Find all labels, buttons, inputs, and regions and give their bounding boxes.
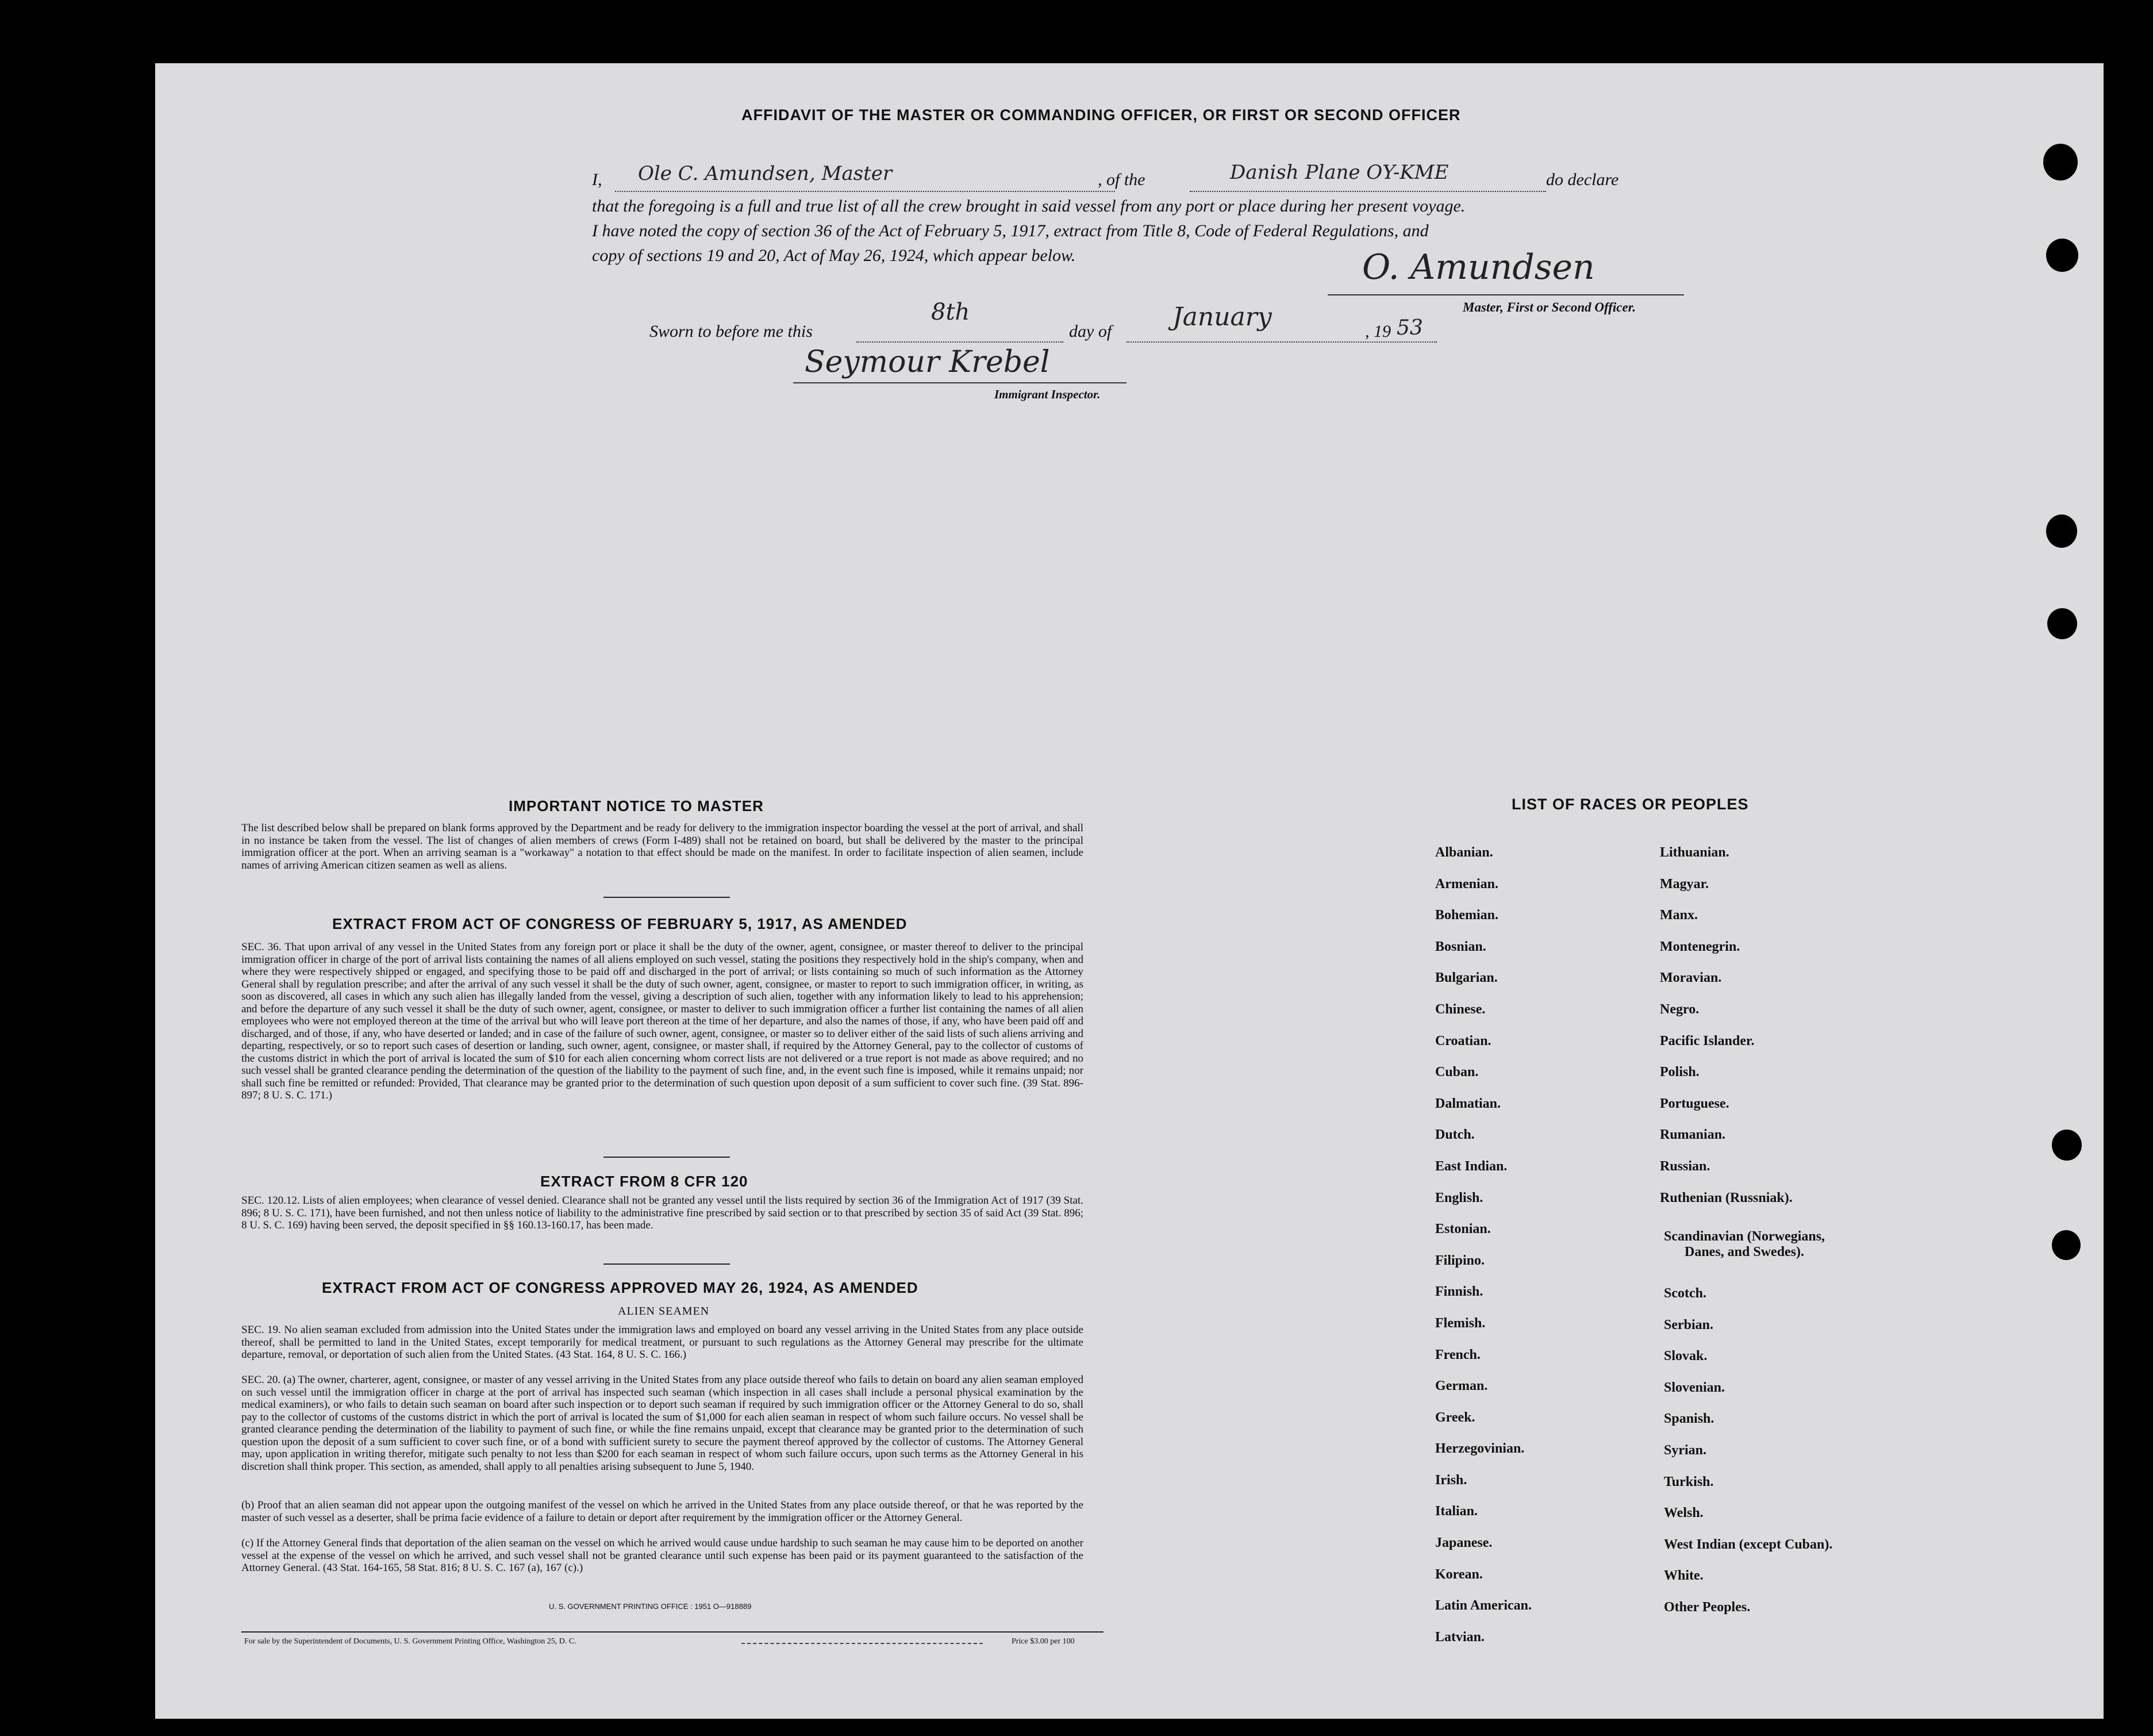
month-value: January bbox=[1172, 302, 1272, 332]
race-item: Estonian. bbox=[1435, 1222, 1491, 1237]
master-signature: O. Amundsen bbox=[1362, 247, 1595, 287]
extract-1917-title: EXTRACT FROM ACT OF CONGRESS OF FEBRUARY 5, 1917, AS AMENDED bbox=[332, 915, 908, 932]
race-item: Scotch. bbox=[1664, 1286, 1706, 1301]
race-item: Rumanian. bbox=[1660, 1127, 1726, 1143]
master-caption: Master, First or Second Officer. bbox=[1463, 300, 1636, 314]
race-item: Syrian. bbox=[1664, 1442, 1707, 1458]
race-item: Lithuanian. bbox=[1660, 845, 1729, 860]
race-item: Croatian. bbox=[1435, 1033, 1491, 1048]
affidavit-title: AFFIDAVIT OF THE MASTER OR COMMANDING OFFICER, OR FIRST OR SECOND OFFICER bbox=[741, 106, 1461, 124]
footer-sale: For sale by the Superintendent of Documents, U. S. Government Printing Office, Washington 25, D. C. bbox=[244, 1637, 576, 1646]
races-title: LIST OF RACES OR PEOPLES bbox=[1512, 796, 1749, 813]
race-item: Manx. bbox=[1660, 908, 1698, 923]
sec19-text: SEC. 19. No alien seaman excluded from admission into the United States under the immigration laws and employed on board any vessel arriving in the United States from any place outside thereof, shall be permitted to land in the United States, except temporarily for medical treatment, or pursuant to such regulations as the Attorney General may prescribe for the ultimate departure, removal, or deportation of such alien from the United States. (43 Stat. 164, 8 U. S. C. 166.) bbox=[241, 1324, 1083, 1361]
race-item: Moravian. bbox=[1660, 970, 1722, 986]
race-item: Finnish. bbox=[1435, 1284, 1483, 1300]
pronoun-i: I, bbox=[592, 170, 602, 189]
day-line bbox=[856, 341, 1063, 343]
race-item: Cuban. bbox=[1435, 1065, 1479, 1080]
affidavit-line4: copy of sections 19 and 20, Act of May 26, 1924, which appear below. bbox=[592, 246, 1076, 265]
affidavit-line1 bbox=[592, 161, 1696, 193]
race-item: Magyar. bbox=[1660, 876, 1709, 892]
gpo-imprint: U. S. GOVERNMENT PRINTING OFFICE : 1951 O—918889 bbox=[549, 1602, 752, 1611]
race-item: West Indian (except Cuban). bbox=[1664, 1537, 1833, 1552]
race-item: English. bbox=[1435, 1190, 1483, 1205]
inspector-caption: Immigrant Inspector. bbox=[994, 387, 1101, 401]
extract-1917-text: SEC. 36. That upon arrival of any vessel in the United States from any foreign port or place it shall be the duty of the owner, agent, consignee, or master thereof to deliver to the principal immigration officer in charge of the port of arrival lists containing the names of all aliens employed on such vessel, stating the positions they respectively hold in the ship's company, when and where they were respectively shipped or engaged, and specifying those to be paid off and discharged in the port of arrival; or lists containing so much of such information as the Attorney General shall by regulation prescribe; and after the arrival of any such vessel it shall be the duty of such owner, agent, consignee, or master to report to such immigration officer, in writing, as soon as discovered, all cases in which any such alien has illegally landed from the vessel, giving a description of such alien, together with any information likely to lead to his apprehension; and before the departure of any such vessel it shall be the duty of such owner, agent, consignee, or master to deliver to such immigration officer a further list containing the names of all alien employees who were not employed thereon at the time of the arrival but who will leave port thereon at the time of her departure, and also the names of those, if any, who have been paid off and discharged, and of those, if any, who have deserted or landed; and in case of the failure of such owner, agent, consignee, or master so to deliver either of the said lists of such aliens arriving and departing, respectively, or so to report such cases of desertion or landing, such owner, agent, consignee, or master shall, if required by the Attorney General, pay to the collector of customs of the customs district in which the port of arrival is located the sum of $10 for each alien concerning whom correct lists are not delivered or a true report is not made as above required; and no such vessel shall be granted clearance pending the determination of the question of the liability to the payment of such fine, and, in the event such fine is imposed, while it remains unpaid; nor shall such fine be remitted or refunded: Provided, That clearance may be granted prior to the determination of such question upon deposit of a sum sufficient to cover such fine. (39 Stat. 896-897; 8 U. S. C. 171.) bbox=[241, 941, 1083, 1101]
master-name-line bbox=[615, 191, 1115, 192]
race-item: Slovak. bbox=[1664, 1349, 1708, 1364]
punch-hole bbox=[2052, 1230, 2081, 1260]
divider bbox=[603, 1263, 730, 1265]
sworn-line bbox=[649, 299, 1454, 347]
sworn-label: Sworn to before me this bbox=[649, 322, 813, 341]
race-item: Slovenian. bbox=[1664, 1380, 1725, 1395]
race-item: Portuguese. bbox=[1660, 1096, 1729, 1111]
race-item: Latvian. bbox=[1435, 1629, 1485, 1645]
affidavit-line2: that the foregoing is a full and true list of all the crew brought in said vessel from any port or place during her present voyage. bbox=[592, 197, 1466, 216]
race-item: Montenegrin. bbox=[1660, 939, 1740, 954]
race-item: Albanian. bbox=[1435, 845, 1493, 860]
race-item: Welsh. bbox=[1664, 1505, 1704, 1521]
race-item: Other Peoples. bbox=[1664, 1599, 1751, 1615]
race-item: Russian. bbox=[1660, 1158, 1710, 1174]
month-line bbox=[1127, 341, 1437, 343]
punch-hole bbox=[2043, 144, 2078, 180]
race-item: Bulgarian. bbox=[1435, 970, 1498, 986]
divider bbox=[603, 897, 730, 898]
race-item: Ruthenian (Russniak). bbox=[1660, 1190, 1793, 1205]
punch-hole bbox=[2046, 239, 2078, 272]
footer-price: Price $3.00 per 100 bbox=[1012, 1637, 1075, 1646]
divider bbox=[603, 1157, 730, 1158]
punch-hole bbox=[2047, 608, 2077, 639]
race-item: Chinese. bbox=[1435, 1001, 1486, 1017]
race-item: German. bbox=[1435, 1378, 1488, 1394]
affidavit-line3: I have noted the copy of section 36 of the Act of February 5, 1917, extract from Title 8, Code of Federal Regulations, and bbox=[592, 221, 1429, 240]
vessel-name: Danish Plane OY-KME bbox=[1230, 161, 1449, 184]
vessel-name-line bbox=[1190, 191, 1546, 192]
day-of-label: day of bbox=[1069, 322, 1112, 341]
race-item: Negro. bbox=[1660, 1001, 1700, 1017]
race-item: Pacific Islander. bbox=[1660, 1033, 1755, 1048]
races-left-column bbox=[1435, 845, 1532, 1661]
race-item: Turkish. bbox=[1664, 1474, 1714, 1489]
scandinavian-line-1: Scandinavian (Norwegians, bbox=[1664, 1229, 1825, 1244]
extract-1924-subtitle: ALIEN SEAMEN bbox=[618, 1305, 710, 1318]
race-item: Herzegovinian. bbox=[1435, 1441, 1525, 1457]
race-item: Korean. bbox=[1435, 1566, 1483, 1582]
extract-cfr-text: SEC. 120.12. Lists of alien employees; when clearance of vessel denied. Clearance shall not be granted any vessel until the lists required by section 36 of the Immigration Act of 1917 (39 Stat. 896; 8 U. S. C. 171), have been furnished, and not then unless notice of liability to the administrative fine prescribed by said section or to that prescribed by section 35 of said Act (39 Stat. 896; 8 U. S. C. 169) having been served, the deposit specified in §§ 160.13-160.17, has been made. bbox=[241, 1195, 1083, 1231]
race-item: Dalmatian. bbox=[1435, 1096, 1501, 1111]
race-item: French. bbox=[1435, 1347, 1481, 1362]
race-item: Serbian. bbox=[1664, 1317, 1714, 1332]
extract-cfr-title: EXTRACT FROM 8 CFR 120 bbox=[540, 1173, 748, 1190]
races-right-column-a bbox=[1660, 845, 1793, 1222]
race-item: White. bbox=[1664, 1568, 1704, 1584]
races-right-column-b bbox=[1664, 1286, 1832, 1631]
inspector-signature-line bbox=[793, 382, 1127, 383]
race-item: Flemish. bbox=[1435, 1315, 1486, 1331]
day-value: 8th bbox=[931, 299, 970, 325]
race-item: Polish. bbox=[1660, 1065, 1700, 1080]
inspector-signature: Seymour Krebel bbox=[805, 345, 1050, 379]
punch-hole bbox=[2046, 514, 2077, 548]
notice-text: The list described below shall be prepared on blank forms approved by the Department and be ready for delivery to the immigration inspector boarding the vessel at the port of arrival, and shall in no instance be taken from the vessel. The list of changes of alien members of crews (Form I-489) shall not be retained on board, but shall be delivered by the master to the principal immigration officer at the port. When an arriving seaman is a "workaway" a notation to that effect should be made on the manifest. In order to facilitate inspection of alien seamen, include names of arriving American citizen seamen as well as aliens. bbox=[241, 822, 1083, 871]
race-item: Filipino. bbox=[1435, 1253, 1485, 1268]
race-item: Greek. bbox=[1435, 1409, 1475, 1425]
notice-title: IMPORTANT NOTICE TO MASTER bbox=[509, 797, 764, 815]
race-item: Spanish. bbox=[1664, 1411, 1714, 1427]
race-item: Bohemian. bbox=[1435, 908, 1499, 923]
extract-1924-title: EXTRACT FROM ACT OF CONGRESS APPROVED MAY 26, 1924, AS AMENDED bbox=[322, 1279, 918, 1296]
race-item: Bosnian. bbox=[1435, 939, 1486, 954]
of-the-label: , of the bbox=[1098, 170, 1145, 189]
race-item: Latin American. bbox=[1435, 1598, 1532, 1614]
footer-dots bbox=[741, 1637, 983, 1644]
sec20c-text: (c) If the Attorney General finds that deportation of the alien seaman on the vessel on which he arrived would cause undue hardship to such seaman he may cause him to be deported on another vessel at the expense of the vessel on which he arrived, and such vessel shall not be granted clearance until such expense has been paid or its payment guaranteed to the satisfaction of the Attorney General. (43 Stat. 164-165, 58 Stat. 816; 8 U. S. C. 167 (a), 167 (c).) bbox=[241, 1537, 1083, 1574]
race-item: Japanese. bbox=[1435, 1535, 1493, 1551]
punch-hole bbox=[2052, 1130, 2082, 1161]
master-name: Ole C. Amundsen, Master bbox=[638, 162, 893, 185]
sec20a-text: SEC. 20. (a) The owner, charterer, agent, consignee, or master of any vessel arriving in the United States from any place outside thereof who fails to detain on board any alien seaman employed on such vessel until the immigration officer in charge at the port of arrival has inspected such seaman (which inspection in all cases shall include a personal physical examination by the medical examiners), or who fails to detain such seaman on board after such inspection or to deport such seaman if required by such immigration officer or the Attorney General to do so, shall pay to the collector of customs of the customs district in which the port of arrival is located the sum of $1,000 for each alien seaman in respect of whom such failure occurs. No vessel shall be granted clearance pending the determination of the liability to payment of such fine, or while the fine remains unpaid, except that clearance may be granted prior to the determination of such question upon the deposit of a sum sufficient to cover such fine, or of a bond with sufficient surety to secure the payment thereof approved by the collector of customs. The Attorney General may, upon application in writing therefor, mitigate such penalty to not less than $200 for each seaman in respect of whom such failure occurs, upon such terms as the Attorney General in his discretion shall think proper. This section, as amended, shall apply to all penalties arising subsequent to June 5, 1940. bbox=[241, 1374, 1083, 1473]
master-signature-line bbox=[1328, 294, 1684, 295]
scandinavian-line-2: Danes, and Swedes). bbox=[1685, 1245, 1805, 1259]
scandinavian-entry bbox=[1664, 1229, 1825, 1260]
year-value: 53 bbox=[1397, 316, 1423, 340]
year-prefix: , 19 bbox=[1365, 322, 1391, 341]
sec20b-text: (b) Proof that an alien seaman did not appear upon the outgoing manifest of the vessel on which he arrived in the United States from any place outside thereof, or that he was reported by the master of such vessel as a deserter, shall be prima facie evidence of a failure to detain or deport after requirement by the immigration officer or the Attorney General. bbox=[241, 1499, 1083, 1524]
do-declare-label: do declare bbox=[1546, 170, 1619, 189]
race-item: Armenian. bbox=[1435, 876, 1498, 892]
race-item: Dutch. bbox=[1435, 1127, 1475, 1143]
footer-rule bbox=[241, 1631, 1104, 1633]
race-item: Italian. bbox=[1435, 1504, 1478, 1519]
race-item: East Indian. bbox=[1435, 1158, 1508, 1174]
race-item: Irish. bbox=[1435, 1472, 1467, 1488]
